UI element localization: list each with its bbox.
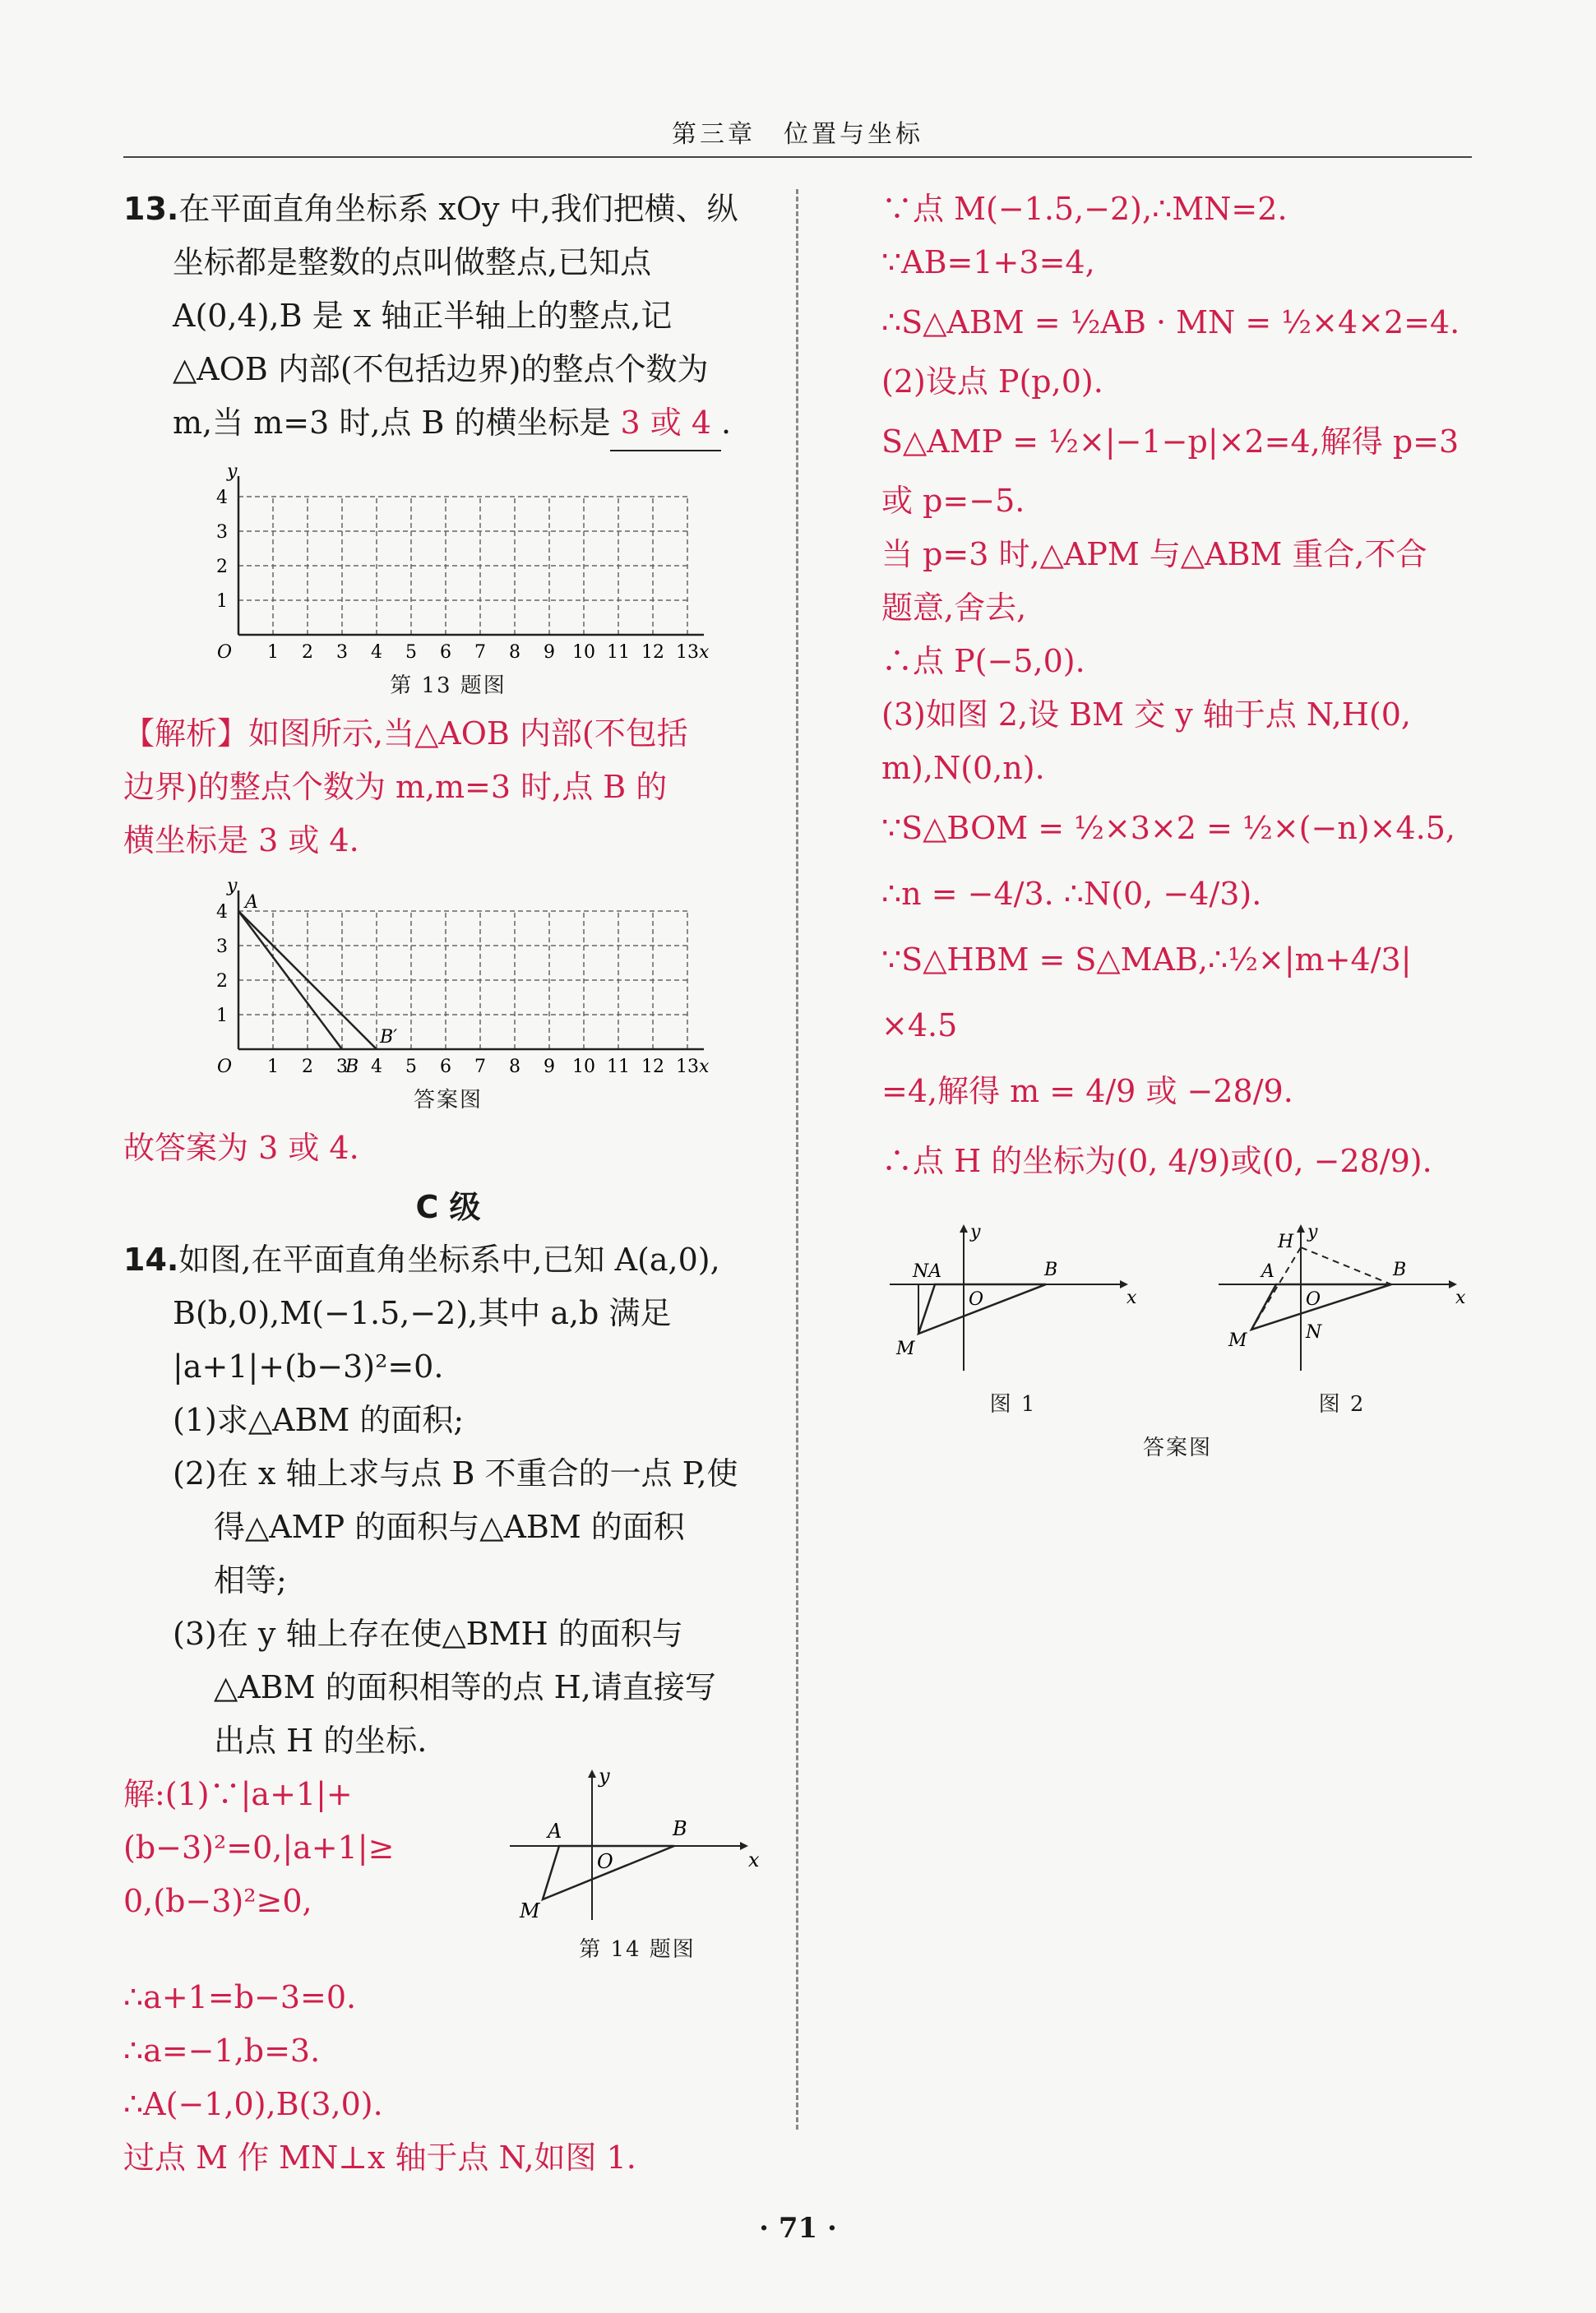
q14-right-14: ∵S△HBM = S△MAB,∴½×|m+4/3|×4.5 xyxy=(881,941,1412,1043)
q14-right-9: ∴点 P(−5,0). xyxy=(881,643,1085,679)
q14-right-15: =4,解得 m = 4/9 或 −28/9. xyxy=(881,1073,1293,1109)
q14-answer-fig1-caption: 图 1 xyxy=(989,1392,1037,1417)
x-tick-label: 8 xyxy=(509,1057,520,1077)
svg-text:M: M xyxy=(1228,1330,1247,1351)
q13-line-2: 坐标都是整数的点叫做整点,已知点 xyxy=(173,244,652,280)
q14-answer-fig2-caption: 图 2 xyxy=(1318,1392,1366,1417)
q14-right-10: (3)如图 2,设 BM 交 y 轴于点 N,H(0, xyxy=(881,696,1411,733)
q14-right-7: 当 p=3 时,△APM 与△ABM 重合,不合 xyxy=(881,536,1427,572)
y-tick-label: 2 xyxy=(216,971,228,992)
q13-analysis-1: 【解析】如图所示,当△AOB 内部(不包括 xyxy=(123,715,688,752)
x-tick-label: 5 xyxy=(405,1057,417,1077)
label-origin: O xyxy=(217,1057,233,1077)
x-tick-label: 13 xyxy=(676,1057,699,1077)
q14-label-x: x xyxy=(748,1848,760,1871)
x-tick-label: 10 xyxy=(572,1057,595,1077)
x-tick-label: 11 xyxy=(607,642,630,663)
q14-solution-3: 0,(b−3)²≥0, xyxy=(123,1883,312,1919)
x-tick-label: 6 xyxy=(440,1057,451,1077)
q14-right-11: m),N(0,n). xyxy=(881,750,1045,786)
q14-solution-7: 过点 M 作 MN⊥x 轴于点 N,如图 1. xyxy=(123,2140,636,2176)
q14-right-1: ∵点 M(−1.5,−2),∴MN=2. xyxy=(881,191,1288,227)
q13-answer-grid-figure xyxy=(189,872,732,1078)
svg-text:M: M xyxy=(896,1339,915,1359)
q14-right-6: 或 p=−5. xyxy=(881,483,1025,519)
label-a: A xyxy=(245,892,258,913)
x-tick-label: 3 xyxy=(336,1057,348,1077)
q14-number: 14. xyxy=(123,1242,179,1278)
x-tick-label: 11 xyxy=(607,1057,630,1077)
q14-answer-figures xyxy=(881,1223,1473,1426)
svg-text:B: B xyxy=(1393,1260,1407,1280)
svg-text:N: N xyxy=(1306,1322,1322,1343)
q13-line-3: A(0,4),B 是 x 轴正半轴上的整点,记 xyxy=(173,298,673,334)
q14-part-2c: 相等; xyxy=(214,1562,287,1598)
q14-answer-fig2 xyxy=(1210,1223,1473,1379)
svg-text:x: x xyxy=(1126,1288,1137,1308)
x-tick-label: 5 xyxy=(405,642,417,663)
q13-line-4: △AOB 内部(不包括边界)的整点个数为 xyxy=(173,351,709,387)
svg-text:y: y xyxy=(970,1223,981,1242)
segment-ab xyxy=(238,911,342,1049)
x-tick-label: 2 xyxy=(302,1057,313,1077)
q14-label-b: B xyxy=(673,1817,687,1840)
x-tick-label: 7 xyxy=(474,1057,486,1077)
svg-text:A: A xyxy=(1261,1261,1274,1282)
q13-grid xyxy=(216,461,710,663)
q14-right-8: 题意,舍去, xyxy=(881,590,1027,626)
q14-right-4: (2)设点 P(p,0). xyxy=(881,363,1103,400)
label-b: B xyxy=(345,1057,359,1077)
level-heading: C 级 xyxy=(415,1189,481,1225)
q14-figure-caption: 第 14 题图 xyxy=(579,1937,696,1962)
x-tick-label: 8 xyxy=(509,642,520,663)
q13-number: 13. xyxy=(123,191,179,227)
q14-right-3: ∴S△ABM = ½AB · MN = ½×4×2=4. xyxy=(881,304,1460,340)
x-tick-label: 4 xyxy=(371,642,382,663)
label-y: y xyxy=(227,461,238,482)
q14-solution-5: ∴a=−1,b=3. xyxy=(123,2033,321,2069)
svg-text:x: x xyxy=(1455,1288,1466,1308)
svg-text:O: O xyxy=(1306,1289,1321,1310)
y-tick-label: 4 xyxy=(216,488,228,508)
q14-right-5: S△AMP = ½×|−1−p|×2=4,解得 p=3 xyxy=(881,423,1460,460)
q14-right-2: ∵AB=1+3=4, xyxy=(881,244,1095,280)
q13-line-1: 13.在平面直角坐标系 xOy 中,我们把横、纵 xyxy=(123,191,738,227)
q14-label-a: A xyxy=(548,1820,562,1843)
q14-figure xyxy=(502,1768,773,1924)
q14-solution-1: 解:(1)∵|a+1|+ xyxy=(123,1776,353,1812)
left-column xyxy=(123,183,773,2185)
q14-solution-with-figure xyxy=(123,1768,773,1971)
q14-label-m: M xyxy=(520,1899,540,1922)
x-tick-label: 13 xyxy=(676,642,699,663)
q13-analysis-3: 横坐标是 3 或 4. xyxy=(123,822,359,858)
x-tick-label: 1 xyxy=(267,1057,279,1077)
q14-solution-6: ∴A(−1,0),B(3,0). xyxy=(123,2086,383,2122)
q13-analysis-2: 边界)的整点个数为 m,m=3 时,点 B 的 xyxy=(123,769,668,805)
label-b-prime: B′ xyxy=(380,1027,398,1048)
x-tick-label: 12 xyxy=(641,642,664,663)
q13-line-5: m,当 m=3 时,点 B 的横坐标是 3 或 4 . xyxy=(123,396,773,451)
q14-solution-4: ∴a+1=b−3=0. xyxy=(123,1979,357,2015)
q14-line-3: |a+1|+(b−3)²=0. xyxy=(173,1348,444,1385)
q13-conclusion: 故答案为 3 或 4. xyxy=(123,1130,359,1166)
label-y: y xyxy=(227,876,238,896)
x-tick-label: 7 xyxy=(474,642,486,663)
q13-answer-grid xyxy=(216,876,710,1077)
x-tick-label: 1 xyxy=(267,642,279,663)
svg-text:H: H xyxy=(1278,1232,1294,1252)
q14-label-o: O xyxy=(597,1850,613,1873)
q14-part-3c: 出点 H 的坐标. xyxy=(214,1723,428,1759)
column-divider xyxy=(796,189,798,2130)
q14-answer-fig1 xyxy=(881,1223,1145,1379)
y-tick-label: 3 xyxy=(216,522,228,543)
x-tick-label: 12 xyxy=(641,1057,664,1077)
svg-text:NA: NA xyxy=(913,1261,942,1282)
x-tick-label: 2 xyxy=(302,642,313,663)
q13-answer-blank: 3 或 4 xyxy=(610,396,721,451)
page-number: · 71 · xyxy=(759,2212,837,2245)
q14-part-3b: △ABM 的面积相等的点 H,请直接写 xyxy=(214,1669,716,1705)
chapter-header: 第三章 位置与坐标 xyxy=(672,120,923,149)
svg-text:B: B xyxy=(1044,1260,1058,1280)
y-tick-label: 4 xyxy=(216,902,228,923)
q14-right-13: ∴n = −4/3. ∴N(0, −4/3). xyxy=(881,876,1262,912)
label-x: x xyxy=(699,642,710,663)
svg-text:O: O xyxy=(969,1289,984,1310)
x-tick-label: 10 xyxy=(572,642,595,663)
x-tick-label: 9 xyxy=(544,642,555,663)
q14-part-3a: (3)在 y 轴上存在使△BMH 的面积与 xyxy=(173,1616,683,1652)
svg-text:y: y xyxy=(1307,1223,1318,1242)
q14-right-12: ∵S△BOM = ½×3×2 = ½×(−n)×4.5, xyxy=(881,810,1455,846)
label-origin: O xyxy=(217,642,233,663)
q14-label-y: y xyxy=(599,1768,610,1788)
y-tick-label: 2 xyxy=(216,557,228,577)
q14-part-2a: (2)在 x 轴上求与点 B 不重合的一点 P,使 xyxy=(173,1455,738,1492)
y-tick-label: 1 xyxy=(216,591,228,612)
q13-grid-figure xyxy=(189,458,732,664)
x-tick-label: 4 xyxy=(371,1057,382,1077)
q13-figure-caption: 第 13 题图 xyxy=(390,673,507,698)
x-tick-label: 3 xyxy=(336,642,348,663)
q14-part-2b: 得△AMP 的面积与△ABM 的面积 xyxy=(214,1509,685,1545)
x-tick-label: 6 xyxy=(440,642,451,663)
y-tick-label: 1 xyxy=(216,1006,228,1026)
header-rule xyxy=(123,156,1472,158)
x-tick-label: 9 xyxy=(544,1057,555,1077)
q14-right-16: ∴点 H 的坐标为(0, 4/9)或(0, −28/9). xyxy=(881,1143,1432,1179)
label-x: x xyxy=(699,1057,710,1077)
q14-line-2: B(b,0),M(−1.5,−2),其中 a,b 满足 xyxy=(173,1295,672,1331)
q13-answer-figure-caption: 答案图 xyxy=(413,1088,483,1113)
right-column xyxy=(881,183,1473,1469)
q14-line-1: 14.如图,在平面直角坐标系中,已知 A(a,0), xyxy=(123,1242,720,1278)
q14-part-1: (1)求△ABM 的面积; xyxy=(173,1402,465,1438)
q14-answer-figure-caption: 答案图 xyxy=(1142,1436,1212,1460)
y-tick-label: 3 xyxy=(216,937,228,957)
q14-solution-2: (b−3)²=0,|a+1|≥ xyxy=(123,1830,395,1866)
